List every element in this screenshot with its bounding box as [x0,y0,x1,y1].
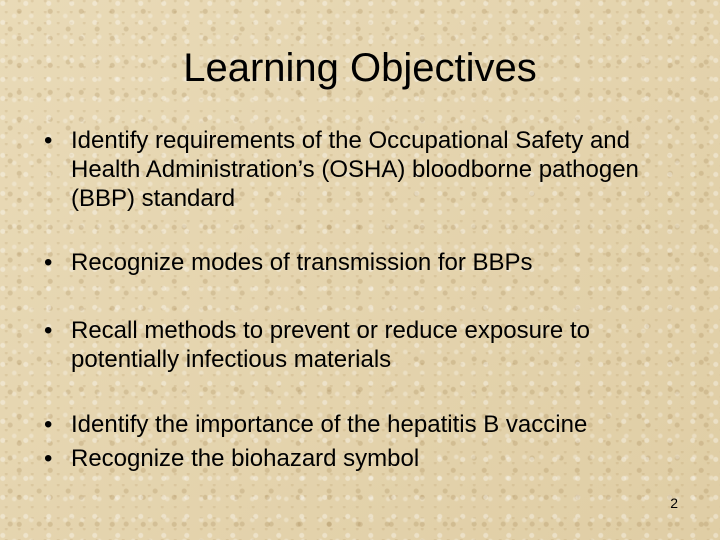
bullet-icon: • [44,127,53,154]
objective-text: Recall methods to prevent or reduce exposure to potentially infectious materials [71,317,590,373]
objective-item [44,444,694,473]
objective-item [44,316,694,374]
objective-text: Identify requirements of the Occupational Safety and Health Administration’s (OSHA) bloodborne pathogen (BBP) standard [71,127,639,212]
objective-text: Recognize modes of transmission for BBPs [71,249,533,276]
page-number: 2 [670,495,678,511]
objective-text: Recognize the biohazard symbol [71,445,420,472]
objective-item [44,248,694,277]
bullet-icon: • [44,411,53,438]
objective-item [44,126,694,213]
bullet-icon: • [44,445,53,472]
objective-item [44,410,694,439]
objective-text: Identify the importance of the hepatitis B vaccine [71,411,588,438]
bullet-icon: • [44,249,53,276]
bullet-icon: • [44,317,53,344]
slide-title: Learning Objectives [183,46,537,90]
